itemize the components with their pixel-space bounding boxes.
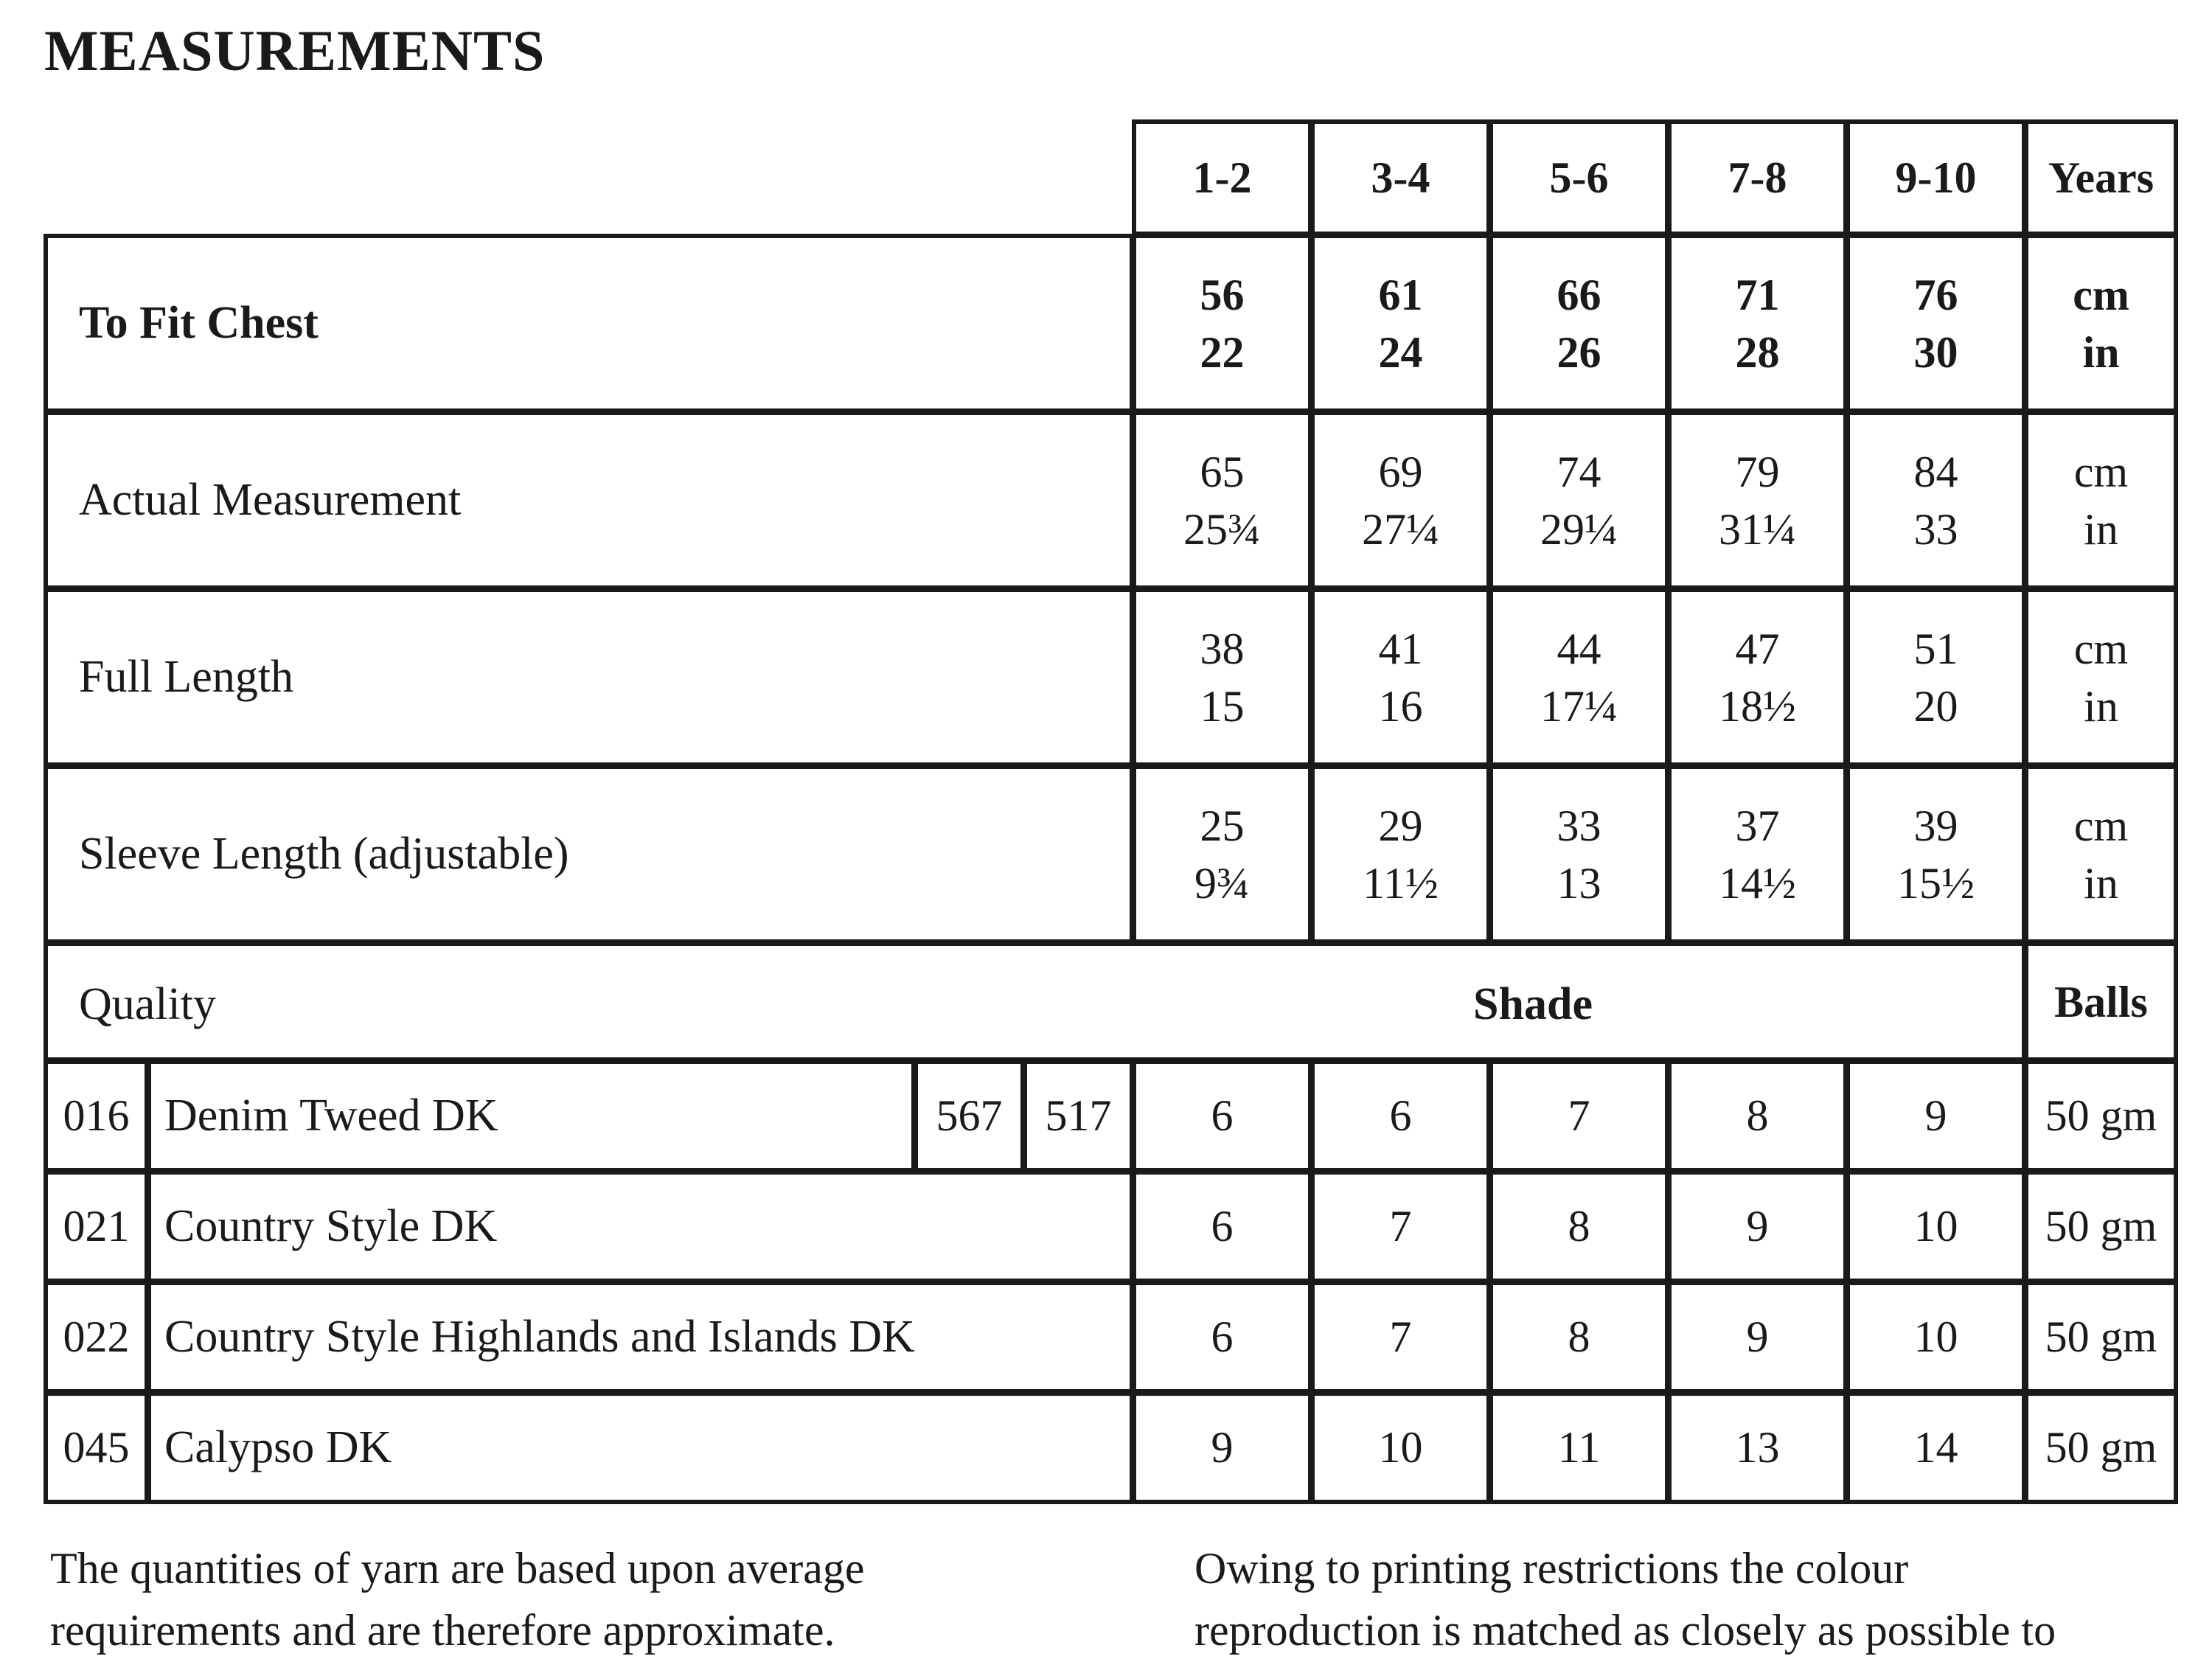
- value-in: 30: [1913, 327, 1958, 377]
- value-in: 24: [1378, 327, 1423, 377]
- ball-weight: 50 gm: [2024, 1170, 2178, 1283]
- value-cm: 41: [1378, 624, 1423, 673]
- value-cm: 44: [1557, 624, 1601, 673]
- years-header: Years: [2024, 119, 2178, 236]
- note-line: requirements and are therefore approximate.: [50, 1606, 835, 1655]
- note-line: reproduction is matched as closely as possible to: [1194, 1606, 2056, 1655]
- value-cm: 25: [1200, 801, 1245, 850]
- value-cm: 84: [1913, 447, 1958, 496]
- measurement-value: [1846, 411, 2026, 590]
- measurement-value: [1132, 234, 1312, 413]
- measurement-value: [1132, 588, 1312, 767]
- ball-count: 9: [1667, 1170, 1848, 1283]
- ball-count: 11: [1489, 1391, 1669, 1504]
- size-header: 7-8: [1667, 119, 1848, 236]
- value-cm: 61: [1378, 270, 1423, 319]
- ball-count: 9: [1846, 1060, 2026, 1172]
- yarn-code: 016: [44, 1060, 149, 1172]
- ball-count: 10: [1846, 1281, 2026, 1394]
- value-in: 33: [1913, 504, 1958, 554]
- ball-count: 8: [1667, 1060, 1848, 1172]
- shade-number: 517: [1023, 1060, 1134, 1172]
- shade-label: Shade: [1473, 979, 1593, 1029]
- value-in: 29¼: [1540, 504, 1618, 554]
- ball-count: 10: [1846, 1170, 2026, 1283]
- value-in: 26: [1557, 327, 1601, 377]
- ball-count: 7: [1310, 1170, 1491, 1283]
- value-in: 27¼: [1362, 504, 1439, 554]
- unit-cm: cm: [2073, 447, 2129, 496]
- measurement-value: [1667, 765, 1848, 944]
- measurement-value: [1310, 765, 1491, 944]
- measurement-value: [1132, 765, 1312, 944]
- ball-count: 6: [1132, 1170, 1312, 1283]
- measurement-value: [1310, 411, 1491, 590]
- measurement-value: [1310, 234, 1491, 413]
- unit-label: [2024, 411, 2178, 590]
- value-cm: 37: [1735, 801, 1780, 850]
- yarn-name: Calypso DK: [147, 1391, 1134, 1504]
- measurement-label: Sleeve Length (adjustable): [44, 765, 1134, 944]
- value-cm: 65: [1200, 447, 1245, 496]
- ball-count: 7: [1310, 1281, 1491, 1394]
- ball-count: 13: [1667, 1391, 1848, 1504]
- value-cm: 38: [1200, 624, 1245, 673]
- value-in: 14½: [1719, 858, 1796, 908]
- note-line: The quantities of yarn are based upon average: [50, 1544, 865, 1593]
- measurement-value: [1489, 234, 1669, 413]
- measurement-value: [1489, 411, 1669, 590]
- measurement-value: [1310, 588, 1491, 767]
- measurement-value: [1667, 411, 1848, 590]
- measurement-value: [1846, 588, 2026, 767]
- measurement-label: To Fit Chest: [44, 234, 1134, 413]
- yarn-header: [44, 942, 2026, 1062]
- value-cm: 33: [1557, 801, 1601, 850]
- unit-in: in: [2084, 681, 2118, 731]
- unit-label: [2024, 234, 2178, 413]
- yarn-quantity-note: [50, 1537, 1082, 1659]
- value-in: 20: [1913, 681, 1958, 731]
- unit-label: [2024, 588, 2178, 767]
- measurement-label: Full Length: [44, 588, 1134, 767]
- measurement-value: [1667, 588, 1848, 767]
- measurement-value: [1846, 234, 2026, 413]
- measurements-table: [46, 122, 2178, 1504]
- ball-count: 8: [1489, 1170, 1669, 1283]
- value-in: 16: [1378, 681, 1423, 731]
- colour-reproduction-note: [1194, 1537, 2197, 1659]
- value-cm: 76: [1913, 270, 1958, 319]
- note-line: Owing to printing restrictions the colour: [1194, 1544, 1909, 1593]
- value-cm: 56: [1200, 270, 1245, 319]
- ball-weight: 50 gm: [2024, 1391, 2178, 1504]
- value-in: 9¾: [1194, 858, 1250, 908]
- yarn-name: Denim Tweed DK: [147, 1060, 916, 1172]
- ball-count: 6: [1132, 1281, 1312, 1394]
- value-cm: 79: [1735, 447, 1780, 496]
- ball-count: 9: [1667, 1281, 1848, 1394]
- yarn-code: 022: [44, 1281, 149, 1394]
- unit-label: [2024, 765, 2178, 944]
- unit-cm: cm: [2073, 270, 2129, 319]
- value-in: 13: [1557, 858, 1601, 908]
- ball-count: 8: [1489, 1281, 1669, 1394]
- value-in: 11½: [1363, 858, 1439, 908]
- shade-number: 567: [914, 1060, 1025, 1172]
- value-cm: 66: [1557, 270, 1601, 319]
- page-title: MEASUREMENTS: [44, 18, 546, 83]
- yarn-name: Country Style Highlands and Islands DK: [147, 1281, 1134, 1394]
- ball-weight: 50 gm: [2024, 1060, 2178, 1172]
- unit-cm: cm: [2073, 624, 2129, 673]
- value-in: 28: [1735, 327, 1780, 377]
- ball-count: 10: [1310, 1391, 1491, 1504]
- size-header: 1-2: [1132, 119, 1312, 236]
- ball-count: 14: [1846, 1391, 2026, 1504]
- unit-in: in: [2084, 858, 2118, 908]
- value-in: 25¾: [1183, 504, 1261, 554]
- yarn-code: 021: [44, 1170, 149, 1283]
- yarn-name: Country Style DK: [147, 1170, 1134, 1283]
- measurement-value: [1132, 411, 1312, 590]
- measurement-value: [1489, 588, 1669, 767]
- ball-count: 7: [1489, 1060, 1669, 1172]
- size-header: 9-10: [1846, 119, 2026, 236]
- balls-header: Balls: [2024, 942, 2178, 1062]
- value-in: 18½: [1719, 681, 1796, 731]
- value-cm: 71: [1735, 270, 1780, 319]
- value-in: 31¼: [1719, 504, 1796, 554]
- ball-count: 6: [1132, 1060, 1312, 1172]
- value-cm: 74: [1557, 447, 1601, 496]
- size-header: 3-4: [1310, 119, 1491, 236]
- measurement-value: [1489, 765, 1669, 944]
- value-in: 22: [1200, 327, 1245, 377]
- value-in: 17¼: [1540, 681, 1618, 731]
- value-cm: 69: [1378, 447, 1423, 496]
- value-in: 15: [1200, 681, 1245, 731]
- unit-cm: cm: [2073, 801, 2129, 850]
- measurement-value: [1846, 765, 2026, 944]
- measurement-label: Actual Measurement: [44, 411, 1134, 590]
- ball-count: 9: [1132, 1391, 1312, 1504]
- value-in: 15½: [1897, 858, 1975, 908]
- measurement-value: [1667, 234, 1848, 413]
- yarn-code: 045: [44, 1391, 149, 1504]
- unit-in: in: [2084, 504, 2118, 554]
- value-cm: 29: [1378, 801, 1423, 850]
- ball-weight: 50 gm: [2024, 1281, 2178, 1394]
- value-cm: 47: [1735, 624, 1780, 673]
- value-cm: 51: [1913, 624, 1958, 673]
- ball-count: 6: [1310, 1060, 1491, 1172]
- size-header: 5-6: [1489, 119, 1669, 236]
- quality-label: Quality: [79, 979, 216, 1029]
- unit-in: in: [2082, 327, 2120, 377]
- value-cm: 39: [1913, 801, 1958, 850]
